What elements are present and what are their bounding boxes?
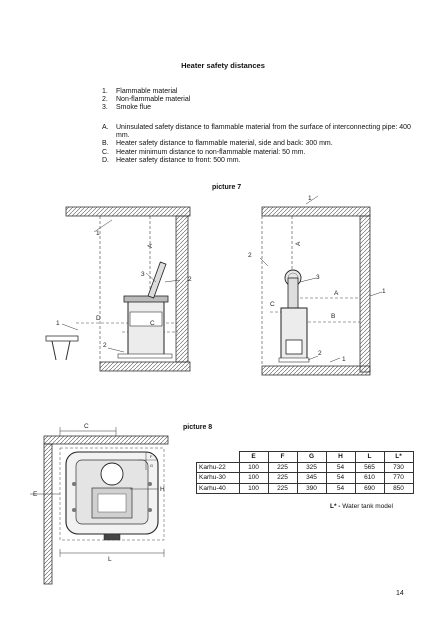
label-c: C [84,423,89,430]
list-text: Heater safety distance to front: 500 mm. [116,156,241,164]
wall [44,436,168,444]
table-cell: 770 [384,473,413,484]
table-cell: 325 [297,462,326,473]
table-header-row [197,452,414,463]
label-3: 3 [316,274,320,281]
label-c: C [270,301,275,308]
dimensions-table [196,451,414,494]
list-marker: C. [102,148,109,156]
list-text: Non-flammable material [116,96,191,104]
label-a: A [147,243,154,248]
picture7-caption: picture 7 [212,184,242,191]
table-cell: 390 [297,483,326,494]
label-l: L [108,556,112,563]
label-3: 3 [141,271,145,278]
table-cell: 100 [239,462,268,473]
table-cell: 730 [384,462,413,473]
table-note [330,503,393,510]
table-cell: Karhu-22 [197,462,240,473]
table-row [197,483,414,494]
label-d: D [96,315,101,322]
table-cell: 850 [384,483,413,494]
table-cell: Karhu-40 [197,483,240,494]
note-key: L* - [330,503,341,510]
list-marker: 3. [102,104,108,112]
list-marker: B. [102,140,109,148]
list-marker: 1. [102,88,108,95]
list-text: Smoke flue [116,104,152,112]
table-cell: 100 [239,483,268,494]
table-cell: 610 [355,473,384,484]
list-marker: A. [102,124,109,131]
label-1: 1 [56,320,60,327]
label-a: A [334,290,339,297]
table-header: L* [384,452,413,463]
wall [44,444,52,584]
label-e: E [33,491,38,498]
table-cell: 54 [326,473,355,484]
label-2: 2 [318,350,322,357]
table-cell: 54 [326,462,355,473]
note-text: Water tank model [340,503,393,510]
list-text: Heater safety distance to flammable material, side and back: 300 mm. [116,140,333,148]
page-number: 14 [396,590,404,597]
table-cell: 225 [268,462,297,473]
label-1: 1 [382,288,386,295]
list-text: Uninsulated safety distance to flammable material from the surface of interconnecting pipe: 400 mm. [116,124,411,140]
label-a: A [295,241,302,246]
label-2: 2 [188,276,192,283]
list-marker: D. [102,156,109,164]
table-row [197,462,414,473]
table-cell: Karhu-30 [197,473,240,484]
table-cell: 345 [297,473,326,484]
table-cell: 225 [268,483,297,494]
list-marker: 2. [102,96,108,104]
table-row [197,473,414,484]
picture8-caption: picture 8 [183,424,213,431]
table-header [197,452,240,463]
table-cell: 225 [268,473,297,484]
label-1: 1 [308,195,312,202]
flue-opening [101,463,123,485]
list-text: Flammable material [116,88,178,95]
table-header: G [297,452,326,463]
label-b: B [331,313,336,320]
label-2: 2 [248,252,252,259]
list-text: Heater minimum distance to non-flammable material: 50 mm. [116,148,306,156]
table-cell: 565 [355,462,384,473]
table-header: E [239,452,268,463]
label-h: H [160,486,165,493]
table-header: H [326,452,355,463]
label-2: 2 [103,342,107,349]
table-header: L [355,452,384,463]
page-title: Heater safety distances [181,61,265,70]
label-1: 1 [342,356,346,363]
label-c: C [150,320,155,327]
label-1: 1 [96,230,100,237]
label-f: F [150,454,153,459]
table-cell: 690 [355,483,384,494]
table-header: F [268,452,297,463]
table-cell: 54 [326,483,355,494]
label-g: G [150,463,154,468]
table-cell: 100 [239,473,268,484]
